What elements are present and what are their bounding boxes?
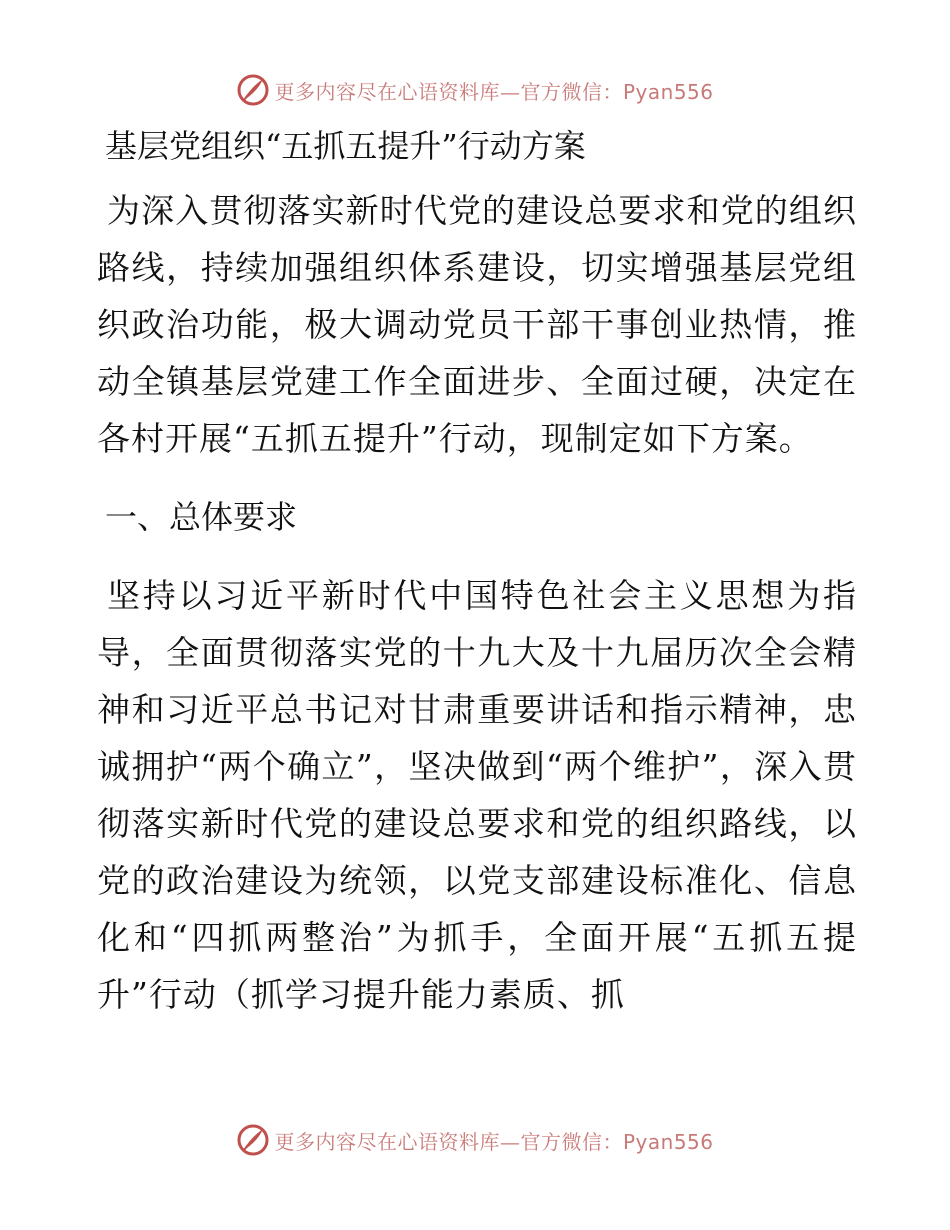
watermark-bottom [0, 1122, 950, 1158]
document-title: 基层党组织“五抓五提升”行动方案 [105, 127, 586, 165]
intro-paragraph: 为深入贯彻落实新时代党的建设总要求和党的组织路线，持续加强组织体系建设，切实增强基层党组织政治功能，极大调动党员干部干事创业热情，推动全镇基层党建工作全面进步、全面过硬，决定在各村开展“五抓五提升”行动，现制定如下方案。 [97, 191, 857, 458]
watermark-text: 更多内容尽在心语资料库—官方微信：Pyan556 [274, 1129, 714, 1154]
watermark-text: 更多内容尽在心语资料库—官方微信：Pyan556 [274, 79, 714, 104]
quill-logo-icon [236, 1123, 270, 1157]
section-1-paragraph: 坚持以习近平新时代中国特色社会主义思想为指导，全面贯彻落实党的十九大及十九届历次全会精神和习近平总书记对甘肃重要讲话和指示精神，忠诚拥护“两个确立”，坚决做到“两个维护”，深入贯彻落实新时代党的建设总要求和党的组织路线，以党的政治建设为统领，以党支部建设标准化、信息化和“四抓两整治”为抓手，全面开展“五抓五提升”行动（抓学习提升能力素质、抓 [97, 576, 857, 1014]
watermark-top [0, 72, 950, 108]
section-heading-1: 一、总体要求 [105, 498, 298, 536]
quill-logo-icon [236, 73, 270, 107]
document-page [97, 118, 857, 1023]
